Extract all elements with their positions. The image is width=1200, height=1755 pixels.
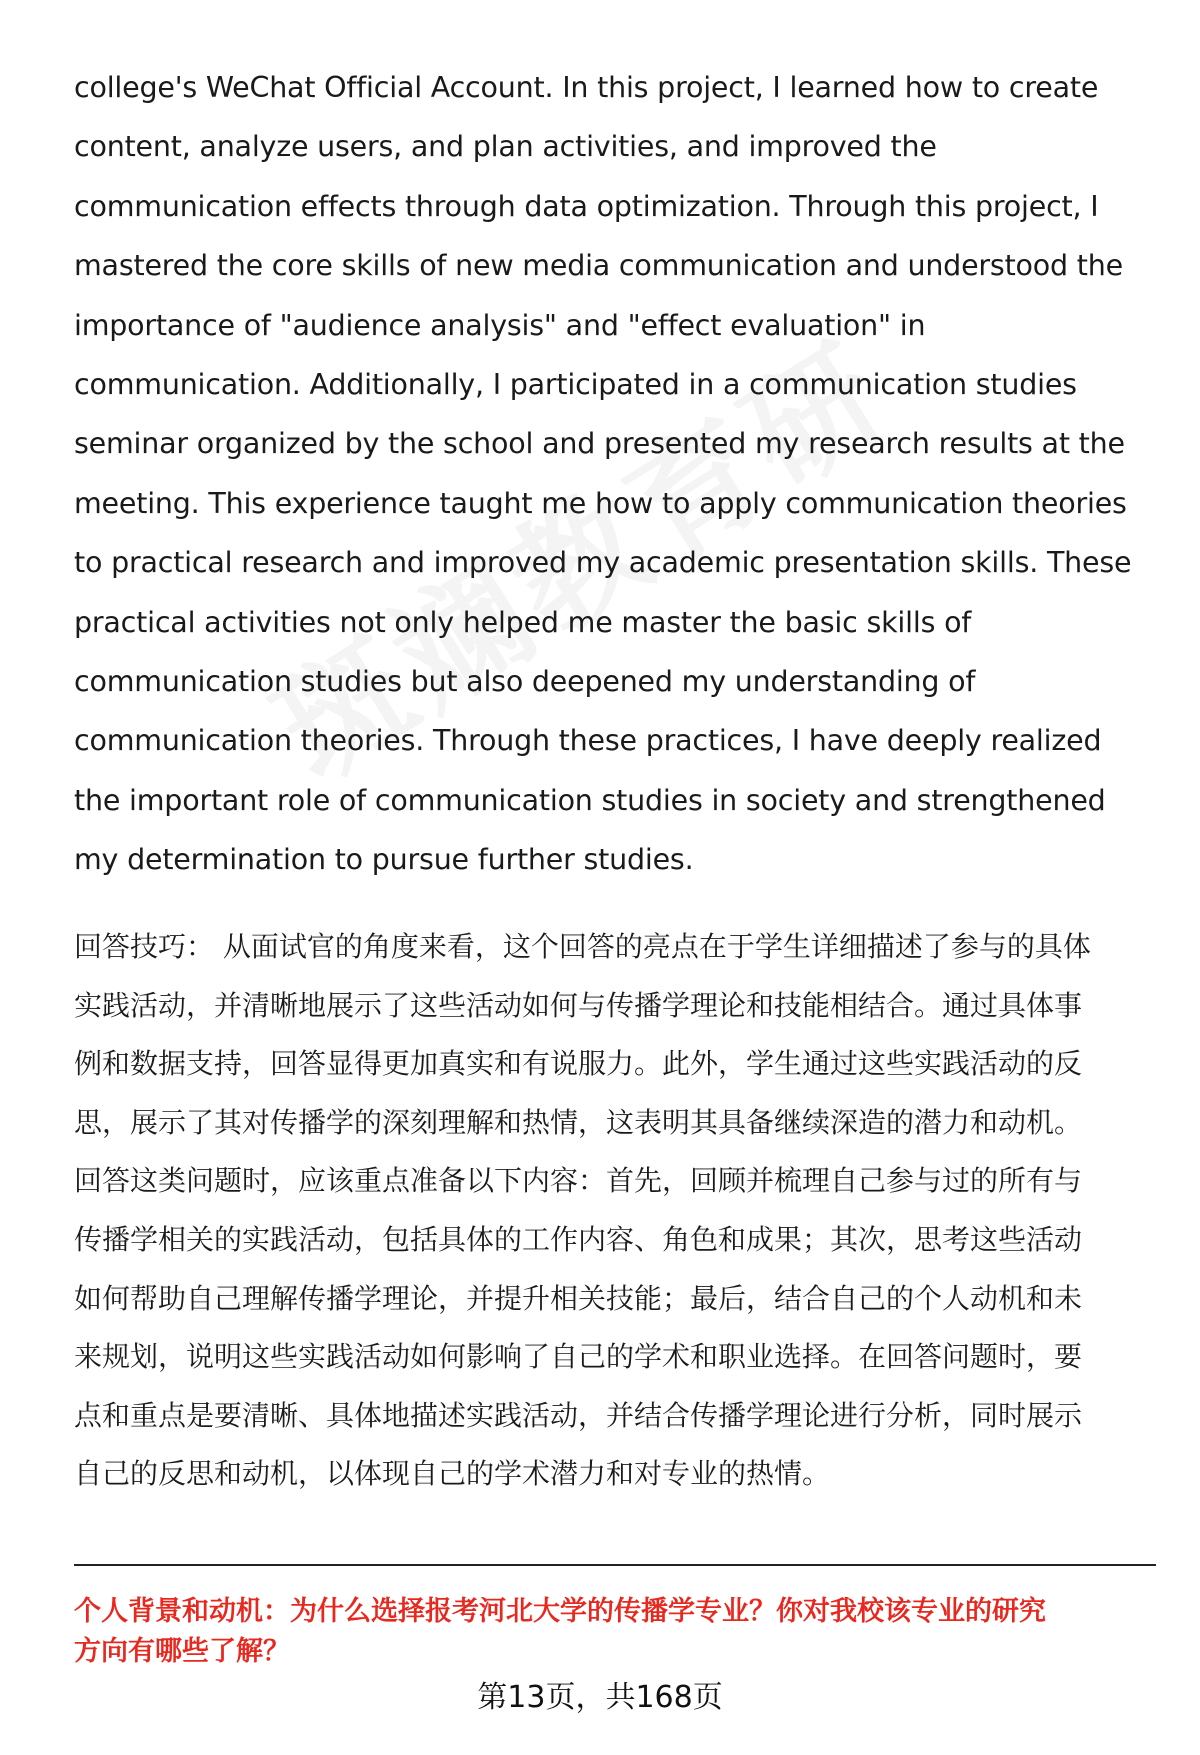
text-line: 例和数据支持，回答显得更加真实和有说服力。此外，学生通过这些实践活动的反 [74,1047,1083,1081]
text-line: communication studies but also deepened my understanding of [74,664,976,698]
text-line: meeting. This experience taught me how to apply communication theories [74,486,1127,520]
text-line: content, analyze users, and plan activities, and improved the [74,130,937,164]
text-line: 自己的反思和动机，以体现自己的学术潜力和对专业的热情。 [74,1457,831,1491]
text-line: 实践活动，并清晰地展示了这些活动如何与传播学理论和技能相结合。通过具体事 [74,988,1083,1022]
text-line: college's WeChat Official Account. In this project, I learned how to create [74,71,1099,104]
text-line: the important role of communication studies in society and strengthened [74,783,1106,817]
section-divider [74,1564,1156,1566]
text-line: communication. Additionally, I participated in a communication studies [74,367,1077,401]
text-line: 方向有哪些了解？ [74,1636,290,1667]
text-line: seminar organized by the school and presented my research results at the [74,427,1125,461]
text-line: to practical research and improved my academic presentation skills. These [74,546,1132,580]
text-line: 传播学相关的实践活动，包括具体的工作内容、角色和成果；其次，思考这些活动 [74,1222,1083,1256]
text-line: my determination to pursue further studies. [74,843,694,877]
text-line: 点和重点是要清晰、具体地描述实践活动，并结合传播学理论进行分析，同时展示 [74,1398,1083,1432]
next-question-heading [74,1592,1164,1672]
text-line: 回答这类问题时，应该重点准备以下内容：首先，回顾并梳理自己参与过的所有与 [74,1164,1083,1198]
text-line: 如何帮助自己理解传播学理论，并提升相关技能；最后，结合自己的个人动机和未 [74,1281,1083,1315]
text-line: importance of "audience analysis" and "effect evaluation" in [74,308,926,342]
page-number-footer: 第13页，共168页 [477,1680,723,1715]
text-line: 个人背景和动机：为什么选择报考河北大学的传播学专业？你对我校该专业的研究 [74,1596,1046,1627]
text-line: communication theories. Through these practices, I have deeply realized [74,724,1102,758]
answer-tips-paragraph [74,918,1164,1504]
text-line: 回答技巧： 从面试官的角度来看，这个回答的亮点在于学生详细描述了参与的具体 [74,930,1091,963]
english-answer-paragraph [74,58,1154,889]
text-line: 思，展示了其对传播学的深刻理解和热情，这表明其具备继续深造的潜力和动机。 [74,1105,1083,1139]
text-line: mastered the core skills of new media communication and understood the [74,249,1123,283]
text-line: 来规划，说明这些实践活动如何影响了自己的学术和职业选择。在回答问题时，要 [74,1340,1083,1374]
text-line: practical activities not only helped me master the basic skills of [74,605,972,639]
text-line: communication effects through data optimization. Through this project, I [74,189,1099,223]
